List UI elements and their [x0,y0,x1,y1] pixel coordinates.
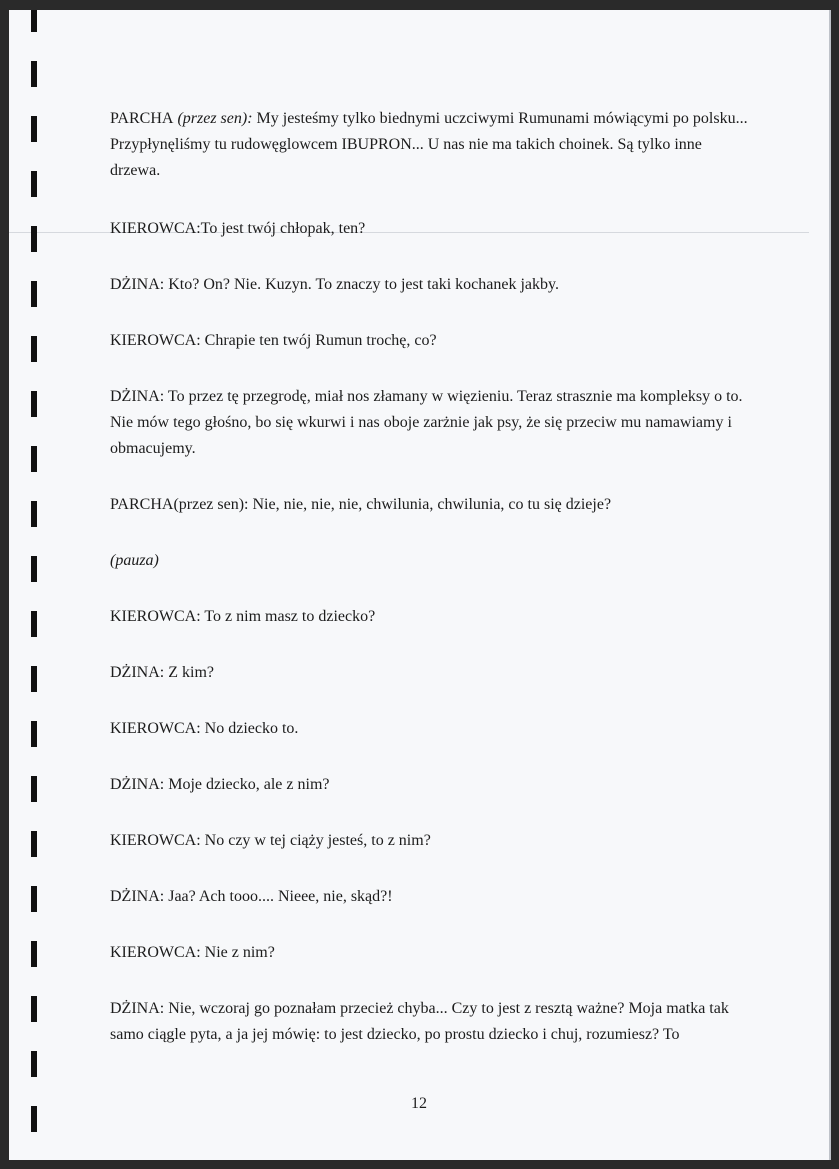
stage-direction: (przez sen): [173,110,253,127]
speaker-name: KIEROWCA: [110,332,201,349]
dialogue-line [110,772,750,798]
dialogue-line [110,660,750,686]
speaker-name: KIEROWCA: [110,944,201,961]
dialogue-text: Nie z nim? [200,944,275,961]
dialogue-text: Moje dziecko, ale z nim? [164,776,330,793]
binding-hole [31,281,37,307]
dialogue-line [110,716,750,742]
dialogue-line [110,492,750,518]
dialogue-text: No czy w tej ciąży jesteś, to z nim? [200,832,431,849]
binding-hole [31,501,37,527]
speaker-name: DŻINA: [110,776,165,793]
speaker-name: KIEROWCA: [110,220,201,237]
dialogue-line [110,384,750,462]
dialogue-text: Jaa? Ach tooo.... Nieee, nie, skąd?! [164,888,393,905]
binding-hole [31,10,37,32]
binding-hole [31,391,37,417]
dialogue-text: To przez tę przegrodę, miał nos złamany w więzieniu. Teraz strasznie ma kompleksy o to. Nie mów tego głośno, bo się wkurwi i nas oboje zarżnie jak psy, że się przeciw mu namawiamy i obmacujemy. [110,388,743,457]
binding-hole [31,941,37,967]
binding-hole [31,831,37,857]
dialogue-line [110,272,750,298]
speaker-name: KIEROWCA: [110,832,201,849]
dialogue-text: To jest twój chłopak, ten? [200,220,366,237]
page-number: 12 [411,1095,427,1112]
binding-hole [31,996,37,1022]
dialogue-text: Z kim? [164,664,214,681]
binding-hole [31,776,37,802]
stage-direction-line [110,548,750,574]
dialogue-line [110,604,750,630]
dialogue-line [110,996,750,1048]
speaker-name: KIEROWCA: [110,608,201,625]
dialogue-line [110,828,750,854]
dialogue-line [110,216,750,242]
binding-hole [31,116,37,142]
speaker-name: DŻINA: [110,1000,165,1017]
binding-hole [31,556,37,582]
dialogue-text: Nie, wczoraj go poznałam przecież chyba... Czy to jest z resztą ważne? Moja matka tak samo ciągle pyta, a ja jej mówię: to jest dziecko, po prostu dziecko i chuj, rozumiesz? To [110,1000,729,1043]
stage-direction: (pauza) [110,552,159,569]
speaker-name: DŻINA: [110,888,165,905]
dialogue-text: Nie, nie, nie, nie, chwilunia, chwilunia, co tu się dzieje? [248,496,612,513]
speaker-name: KIEROWCA: [110,720,201,737]
speaker-name: DŻINA: [110,276,165,293]
binding-hole [31,171,37,197]
binding-hole [31,721,37,747]
binding-hole [31,61,37,87]
binding-hole [31,446,37,472]
speaker-name: DŻINA: [110,664,165,681]
dialogue-text: Kto? On? Nie. Kuzyn. To znaczy to jest taki kochanek jakby. [164,276,559,293]
dialogue-line [110,328,750,354]
dialogue-text: To z nim masz to dziecko? [200,608,376,625]
binding-hole [31,666,37,692]
binding-hole [31,336,37,362]
script-text [110,106,750,1074]
document-page [9,10,831,1160]
dialogue-text: My jesteśmy tylko biednymi uczciwymi Rumunami mówiącymi po polsku... Przypłynęliśmy tu rudowęglowcem IBUPRON... U nas nie ma takich choinek. Są tylko inne drzewa. [110,110,748,179]
dialogue-line [110,106,750,184]
binding-hole [31,1051,37,1077]
binding-holes [31,10,41,1160]
dialogue-text: No dziecko to. [200,720,299,737]
speaker-name: DŻINA: [110,388,165,405]
speaker-name: PARCHA [110,110,174,127]
speaker-name: PARCHA(przez sen): [110,496,249,513]
dialogue-line [110,884,750,910]
binding-hole [31,226,37,252]
binding-hole [31,611,37,637]
dialogue-line [110,940,750,966]
dialogue-text: Chrapie ten twój Rumun trochę, co? [200,332,437,349]
binding-hole [31,886,37,912]
